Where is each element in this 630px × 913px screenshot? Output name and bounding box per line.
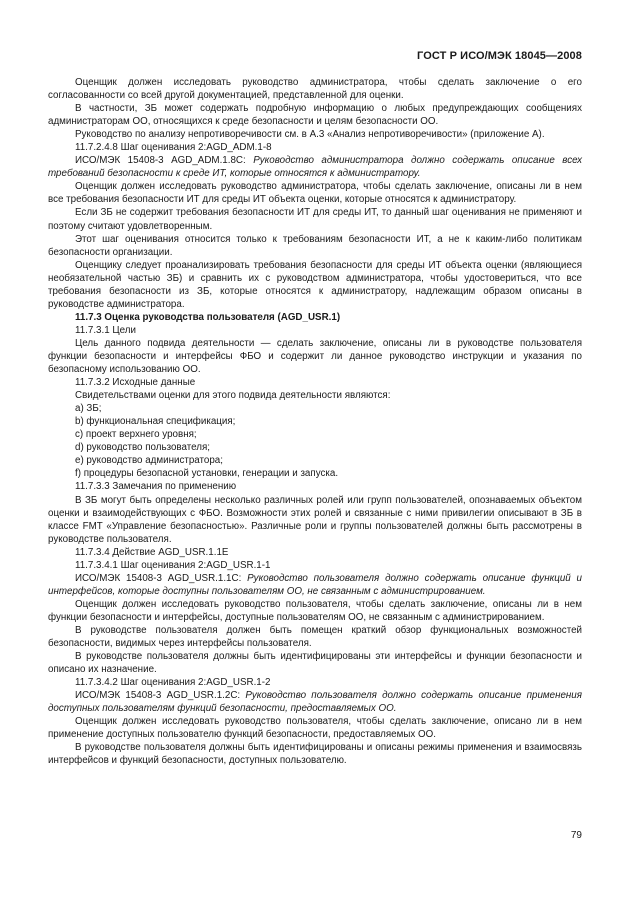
paragraph-text: 11.7.3.1 Цели [75, 324, 136, 336]
paragraph-text: В руководстве пользователя должны быть идентифицированы эти интерфейсы и функции безопасности и описано их назначение. [48, 651, 582, 676]
paragraph-text: В частности, ЗБ может содержать подробную информацию о любых предупреждающих сообщениях администраторам ОО, относящихся к среде безопасности и целям безопасности ОО. [48, 103, 582, 128]
paragraph-text: Оценщик должен исследовать руководство администратора, чтобы сделать заключение, описаны ли в нем все требования безопасности ИТ для среды ИТ объекта оценки, которые относятся к администратору. [48, 181, 582, 206]
paragraph [48, 546, 582, 559]
paragraph-text: Свидетельствами оценки для этого подвида деятельности являются: [75, 390, 391, 402]
paragraph [48, 441, 582, 454]
paragraph-text: 11.7.3 Оценка руководства пользователя (AGD_USR.1) [75, 311, 341, 323]
requirement-quote: Руководство пользователя должно содержать описание применения доступных пользователям функций безопасности, предоставляемых ОО. [48, 690, 582, 715]
paragraph-text: a) ЗБ; [75, 403, 102, 415]
paragraph [48, 180, 582, 206]
standard-header: ГОСТ Р ИСО/МЭК 18045—2008 [417, 50, 582, 62]
paragraph [48, 324, 582, 337]
paragraph-text: Если ЗБ не содержит требования безопасности ИТ для среды ИТ, то данный шаг оценивания не применяют и поэтому считают удовлетворенным. [48, 207, 582, 232]
paragraph [48, 76, 582, 102]
paragraph [48, 676, 582, 689]
paragraph [48, 376, 582, 389]
paragraph-text: 11.7.3.4 Действие AGD_USR.1.1E [75, 546, 229, 558]
paragraph-text: d) руководство пользователя; [75, 442, 210, 454]
paragraph-text: Оценщику следует проанализировать требования безопасности для среды ИТ объекта оценки (являющиеся необязательной частью ЗБ) и сравнить их с руководством администратора, чтобы удостовериться, что все требования безопасности из ЗБ, которые относятся к администратору, надлежащим образом описаны в руководстве администратора. [48, 259, 582, 310]
paragraph [48, 415, 582, 428]
paragraph-text: 11.7.2.4.8 Шаг оценивания 2:AGD_ADM.1-8 [75, 142, 272, 154]
requirement-quote: Руководство администратора должно содержать описание всех требований безопасности к среде ИТ, которые относятся к администратору. [48, 155, 583, 180]
paragraph [48, 650, 582, 676]
paragraph-text: ИСО/МЭК 15408-3 AGD_USR.1.1C: [75, 572, 248, 584]
paragraph-text: Этот шаг оценивания относится только к требованиям безопасности ИТ, а не к каким-либо политикам безопасности организации. [48, 233, 582, 258]
paragraph-text: Оценщик должен исследовать руководство администратора, чтобы сделать заключение о его согласованности со всей другой документацией, представленной для оценки. [48, 77, 582, 102]
paragraph-text: Руководство по анализу непротиворечивости см. в А.3 «Анализ непротиворечивости» (приложение А). [75, 129, 545, 141]
paragraph [48, 206, 582, 232]
paragraph-text: Оценщик должен исследовать руководство пользователя, чтобы сделать заключение, описано ли в нем применение доступных пользователю функций безопасности, предоставляемых ОО. [48, 716, 582, 741]
paragraph [48, 689, 582, 715]
paragraph [48, 154, 582, 180]
paragraph [48, 572, 582, 598]
paragraph [48, 559, 582, 572]
paragraph [48, 454, 582, 467]
paragraph [48, 715, 582, 741]
body-text [48, 76, 582, 767]
paragraph-text: ИСО/МЭК 15408-3 AGD_ADM.1.8C: [75, 155, 254, 167]
paragraph [48, 311, 582, 324]
paragraph-text: ИСО/МЭК 15408-3 AGD_USR.1.2C: [75, 690, 246, 702]
requirement-quote: Руководство пользователя должно содержать описание функций и интерфейсов, которые доступны пользователям ОО, не связанным с администрированием. [48, 572, 582, 597]
paragraph [48, 480, 582, 493]
paragraph [48, 624, 582, 650]
paragraph [48, 467, 582, 480]
paragraph [48, 233, 582, 259]
paragraph [48, 428, 582, 441]
paragraph [48, 598, 582, 624]
paragraph [48, 402, 582, 415]
paragraph-text: 11.7.3.4.1 Шаг оценивания 2:AGD_USR.1-1 [75, 559, 271, 571]
paragraph-text: 11.7.3.4.2 Шаг оценивания 2:AGD_USR.1-2 [75, 677, 271, 689]
paragraph-text: В руководстве пользователя должен быть помещен краткий обзор функциональных возможностей безопасности, видимых через интерфейсы пользователя. [48, 624, 582, 650]
paragraph-text: 11.7.3.3 Замечания по применению [75, 481, 237, 493]
paragraph [48, 128, 582, 141]
paragraph-text: c) проект верхнего уровня; [75, 429, 197, 441]
paragraph-text: Оценщик должен исследовать руководство пользователя, чтобы сделать заключение, описаны ли в нем функции безопасности и интерфейсы, доступные пользователям ОО, не связанным с администрированием. [48, 598, 582, 623]
paragraph [48, 102, 582, 128]
paragraph-text: 11.7.3.2 Исходные данные [75, 377, 196, 389]
paragraph-text: b) функциональная спецификация; [75, 416, 236, 428]
paragraph [48, 741, 582, 767]
paragraph [48, 141, 582, 154]
paragraph [48, 389, 582, 402]
paragraph-text: В ЗБ могут быть определены несколько различных ролей или групп пользователей, опознаваемых объектом оценки и взаимодействующих с ФБО. Возможности этих ролей и связанные с ними привилегии описывают в ЗБ в классе FMT «Управление безопасностью». Различные роли и группы пользователей должны быть рассмотрены в руководстве пользователя. [48, 494, 582, 545]
paragraph-text: e) руководство администратора; [75, 455, 223, 467]
paragraph-text: Цель данного подвида деятельности — сделать заключение, описаны ли в руководстве пользователя функции безопасности и интерфейсы ФБО и содержит ли данное руководство инструкции и указания по безопасному использованию ОО. [48, 337, 582, 376]
paragraph-text: В руководстве пользователя должны быть идентифицированы и описаны режимы применения и взаимосвязь интерфейсов и функций безопасности, доступных пользователю. [48, 742, 582, 767]
paragraph [48, 259, 582, 311]
paragraph [48, 337, 582, 376]
paragraph [48, 494, 582, 546]
paragraph-text: f) процедуры безопасной установки, генерации и запуска. [75, 468, 339, 480]
page-number: 79 [570, 830, 582, 841]
